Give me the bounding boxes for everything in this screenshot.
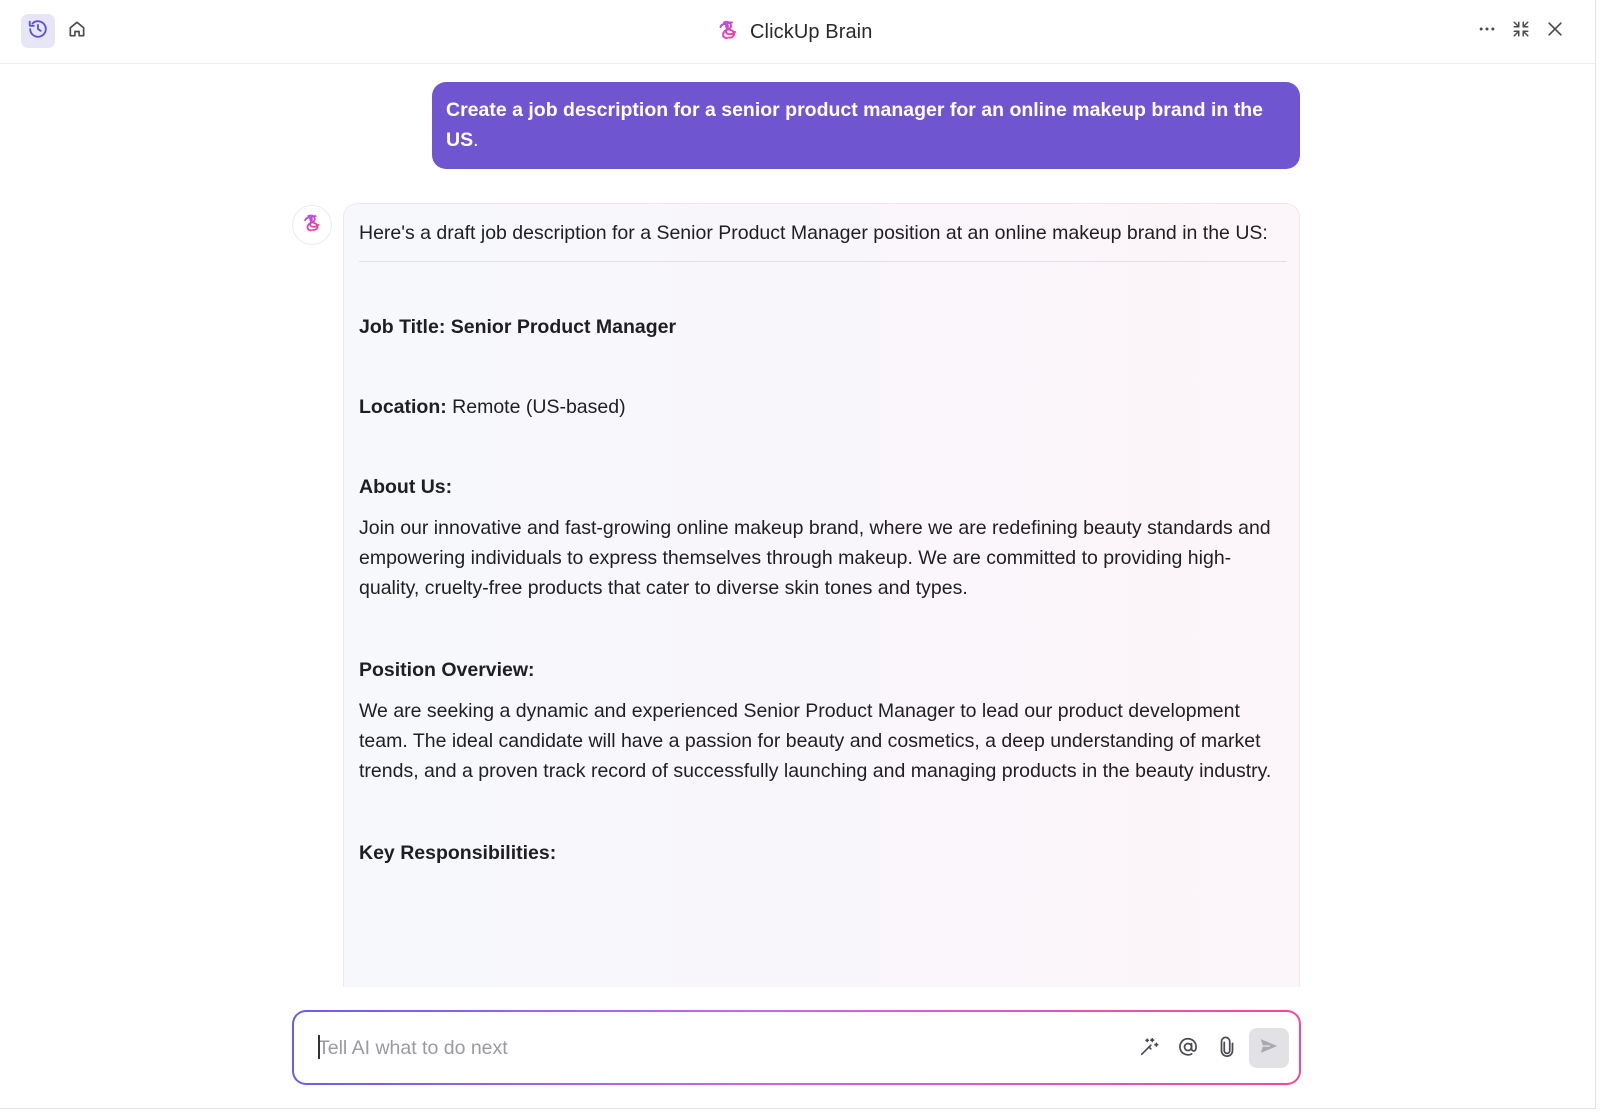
- overview-text: We are seeking a dynamic and experienced Senior Product Manager to lead our product development team. The ideal candidate will have a passion for beauty and cosmetics, a deep understanding of market trends, and a proven track record of successfully launching and managing products in the beauty industry.: [359, 700, 1272, 782]
- collapse-button[interactable]: [1506, 16, 1536, 46]
- job-title-heading: Job Title: Senior Product Manager: [359, 316, 677, 338]
- ai-response-card: [343, 203, 1300, 987]
- attachment-icon: [1216, 1036, 1238, 1063]
- location-label: Location:: [359, 396, 447, 418]
- home-button[interactable]: [60, 14, 94, 48]
- user-message-text: Create a job description for a senior product manager for an online makeup brand in the US: [446, 99, 1263, 151]
- window-edge-bottom: [0, 1108, 1596, 1109]
- ai-avatar: [292, 205, 332, 245]
- location-value: Remote (US-based): [446, 396, 626, 418]
- composer-inner: [294, 1012, 1299, 1083]
- send-icon: [1258, 1035, 1280, 1062]
- header-title: [716, 17, 872, 47]
- ai-tools-button[interactable]: [1134, 1034, 1164, 1064]
- user-message-trailing: .: [473, 129, 479, 151]
- brain-logo-icon: [301, 212, 323, 239]
- attach-button[interactable]: [1212, 1034, 1242, 1064]
- responsibilities-heading: Key Responsibilities:: [359, 842, 557, 864]
- overview-heading: Position Overview:: [359, 659, 535, 681]
- window-edge-right: [1595, 0, 1596, 1108]
- about-text: Join our innovative and fast-growing online makeup brand, where we are redefining beauty standards and empowering individuals to express themselves through makeup. We are committed to providing high-quality, cruelty-free products that cater to diverse skin tones and types.: [359, 517, 1271, 599]
- app-title: ClickUp Brain: [750, 20, 873, 43]
- more-icon: [1477, 19, 1497, 44]
- user-message-bubble: [432, 82, 1300, 169]
- close-button[interactable]: [1540, 16, 1570, 46]
- text-caret: [318, 1035, 320, 1059]
- header-bar: [0, 0, 1595, 64]
- magic-wand-icon: [1138, 1036, 1160, 1063]
- about-heading: About Us:: [359, 476, 453, 498]
- history-icon: [27, 18, 49, 45]
- close-icon: [1545, 19, 1565, 44]
- brain-logo-icon: [716, 18, 740, 47]
- send-button[interactable]: [1249, 1028, 1289, 1068]
- location-line: [359, 392, 1284, 422]
- ai-intro-text: Here's a draft job description for a Senior Product Manager position at an online makeup brand in the US:: [359, 222, 1268, 244]
- composer: [292, 1010, 1301, 1085]
- prompt-input[interactable]: [318, 1030, 1098, 1066]
- home-icon: [67, 19, 87, 44]
- more-options-button[interactable]: [1472, 16, 1502, 46]
- history-button[interactable]: [21, 14, 55, 48]
- mention-button[interactable]: [1173, 1034, 1203, 1064]
- collapse-icon: [1512, 20, 1530, 43]
- conversation-area[interactable]: [0, 65, 1595, 987]
- mention-icon: [1177, 1036, 1199, 1063]
